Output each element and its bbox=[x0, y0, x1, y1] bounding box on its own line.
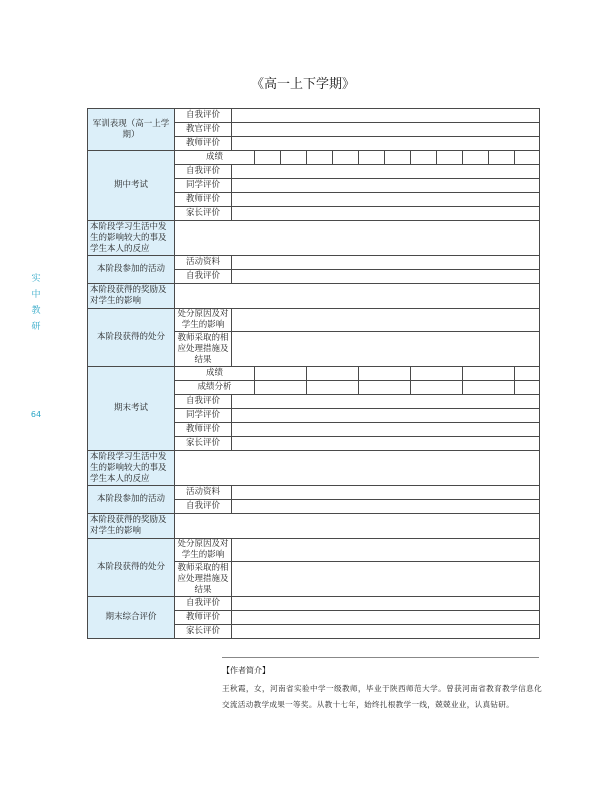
cell-life-events-2[interactable] bbox=[175, 451, 540, 486]
label-self-eval: 自我评价 bbox=[175, 165, 232, 179]
label-self-eval: 自我评价 bbox=[175, 395, 232, 409]
cell-military-teacher-eval[interactable] bbox=[232, 137, 540, 151]
label-punishment-reason: 处分原因及对学生的影响 bbox=[175, 309, 232, 332]
table-row bbox=[88, 109, 540, 123]
label-activity-record: 活动资料 bbox=[175, 486, 232, 500]
table-row bbox=[88, 451, 540, 486]
table-row bbox=[88, 309, 540, 332]
label-parent-eval: 家长评价 bbox=[175, 437, 232, 451]
student-record-table bbox=[87, 108, 540, 639]
cell-final-score[interactable] bbox=[515, 367, 540, 381]
section-final-eval: 期末综合评价 bbox=[88, 597, 175, 639]
label-instructor-eval: 教官评价 bbox=[175, 123, 232, 137]
cell-final-score[interactable] bbox=[307, 367, 359, 381]
label-teacher-eval: 教师评价 bbox=[175, 193, 232, 207]
cell-life-events[interactable] bbox=[175, 221, 540, 256]
cell-final-self-eval[interactable] bbox=[232, 395, 540, 409]
bio-text: 王秋霞，女，河南省实验中学一级教师，毕业于陕西师范大学。曾获河南省教育教学信息化交流活动教学成果一等奖。从教十七年，始终扎根教学一线，兢兢业业，认真钻研。 bbox=[222, 684, 542, 709]
table-row bbox=[88, 514, 540, 539]
cell-final-analysis[interactable] bbox=[411, 381, 463, 395]
cell-activity-record[interactable] bbox=[232, 256, 540, 270]
label-teacher-eval: 教师评价 bbox=[175, 611, 232, 625]
cell-midterm-score[interactable] bbox=[411, 151, 437, 165]
section-punishment: 本阶段获得的处分 bbox=[88, 309, 175, 367]
cell-final-eval-teacher[interactable] bbox=[232, 611, 540, 625]
cell-activity-record-2[interactable] bbox=[232, 486, 540, 500]
table-row bbox=[88, 151, 540, 165]
cell-final-score[interactable] bbox=[255, 367, 307, 381]
label-teacher-measures: 教师采取的相应处理措施及结果 bbox=[175, 332, 232, 367]
cell-final-score[interactable] bbox=[463, 367, 515, 381]
cell-midterm-score[interactable] bbox=[281, 151, 307, 165]
page-title: 《高一上下学期》 bbox=[250, 77, 355, 92]
cell-final-eval-self[interactable] bbox=[232, 597, 540, 611]
cell-midterm-score[interactable] bbox=[359, 151, 385, 165]
cell-midterm-score[interactable] bbox=[307, 151, 333, 165]
cell-final-teacher-eval[interactable] bbox=[232, 423, 540, 437]
label-punishment-reason: 处分原因及对学生的影响 bbox=[175, 539, 232, 562]
cell-military-instructor-eval[interactable] bbox=[232, 123, 540, 137]
bio-divider bbox=[222, 657, 539, 658]
cell-final-analysis[interactable] bbox=[515, 381, 540, 395]
cell-military-self-eval[interactable] bbox=[232, 109, 540, 123]
cell-midterm-parent-eval[interactable] bbox=[232, 207, 540, 221]
table-row bbox=[88, 367, 540, 381]
cell-teacher-measures-2[interactable] bbox=[232, 562, 540, 597]
section-activities: 本阶段参加的活动 bbox=[88, 486, 175, 514]
cell-final-analysis[interactable] bbox=[463, 381, 515, 395]
cell-final-parent-eval[interactable] bbox=[232, 437, 540, 451]
cell-midterm-peer-eval[interactable] bbox=[232, 179, 540, 193]
section-final-exam: 期末考试 bbox=[88, 367, 175, 451]
table-row bbox=[88, 539, 540, 562]
cell-activity-self-eval[interactable] bbox=[232, 270, 540, 284]
page-number: 64 bbox=[30, 410, 42, 419]
label-self-eval: 自我评价 bbox=[175, 597, 232, 611]
cell-midterm-score[interactable] bbox=[333, 151, 359, 165]
cell-final-peer-eval[interactable] bbox=[232, 409, 540, 423]
cell-final-eval-parent[interactable] bbox=[232, 625, 540, 639]
label-peer-eval: 同学评价 bbox=[175, 409, 232, 423]
bio-heading: 【作者简介】 bbox=[222, 666, 270, 675]
cell-punishment-reason-2[interactable] bbox=[232, 539, 540, 562]
cell-midterm-score[interactable] bbox=[385, 151, 411, 165]
section-life-events: 本阶段学习生活中发生的影响较大的事及学生本人的反应 bbox=[88, 221, 175, 256]
label-self-eval: 自我评价 bbox=[175, 270, 232, 284]
label-peer-eval: 同学评价 bbox=[175, 179, 232, 193]
cell-punishment-reason[interactable] bbox=[232, 309, 540, 332]
section-life-events: 本阶段学习生活中发生的影响较大的事及学生本人的反应 bbox=[88, 451, 175, 486]
cell-final-analysis[interactable] bbox=[359, 381, 411, 395]
label-self-eval: 自我评价 bbox=[175, 500, 232, 514]
cell-activity-self-eval-2[interactable] bbox=[232, 500, 540, 514]
section-rewards: 本阶段获得的奖励及对学生的影响 bbox=[88, 284, 175, 309]
cell-final-analysis[interactable] bbox=[255, 381, 307, 395]
section-activities: 本阶段参加的活动 bbox=[88, 256, 175, 284]
cell-rewards-2[interactable] bbox=[175, 514, 540, 539]
cell-final-score[interactable] bbox=[359, 367, 411, 381]
cell-midterm-self-eval[interactable] bbox=[232, 165, 540, 179]
table-row bbox=[88, 486, 540, 500]
cell-midterm-score[interactable] bbox=[437, 151, 463, 165]
table-row bbox=[88, 284, 540, 309]
cell-midterm-score[interactable] bbox=[463, 151, 489, 165]
side-label: 实中教研 bbox=[31, 274, 41, 332]
cell-final-score[interactable] bbox=[411, 367, 463, 381]
label-score-analysis: 成绩分析 bbox=[175, 381, 255, 395]
section-rewards: 本阶段获得的奖励及对学生的影响 bbox=[88, 514, 175, 539]
table-row bbox=[88, 256, 540, 270]
cell-midterm-score[interactable] bbox=[489, 151, 515, 165]
cell-midterm-score[interactable] bbox=[515, 151, 540, 165]
label-teacher-eval: 教师评价 bbox=[175, 137, 232, 151]
table-row bbox=[88, 597, 540, 611]
cell-final-analysis[interactable] bbox=[307, 381, 359, 395]
label-parent-eval: 家长评价 bbox=[175, 207, 232, 221]
cell-teacher-measures[interactable] bbox=[232, 332, 540, 367]
section-midterm: 期中考试 bbox=[88, 151, 175, 221]
label-score: 成绩 bbox=[175, 367, 255, 381]
section-punishment: 本阶段获得的处分 bbox=[88, 539, 175, 597]
label-self-eval: 自我评价 bbox=[175, 109, 232, 123]
label-teacher-measures: 教师采取的相应处理措施及结果 bbox=[175, 562, 232, 597]
cell-rewards[interactable] bbox=[175, 284, 540, 309]
label-parent-eval: 家长评价 bbox=[175, 625, 232, 639]
label-score: 成绩 bbox=[175, 151, 255, 165]
label-teacher-eval: 教师评价 bbox=[175, 423, 232, 437]
label-activity-record: 活动资料 bbox=[175, 256, 232, 270]
section-military: 军训表现（高一上学期） bbox=[88, 109, 175, 151]
cell-midterm-teacher-eval[interactable] bbox=[232, 193, 540, 207]
cell-midterm-score[interactable] bbox=[255, 151, 281, 165]
table-row bbox=[88, 221, 540, 256]
